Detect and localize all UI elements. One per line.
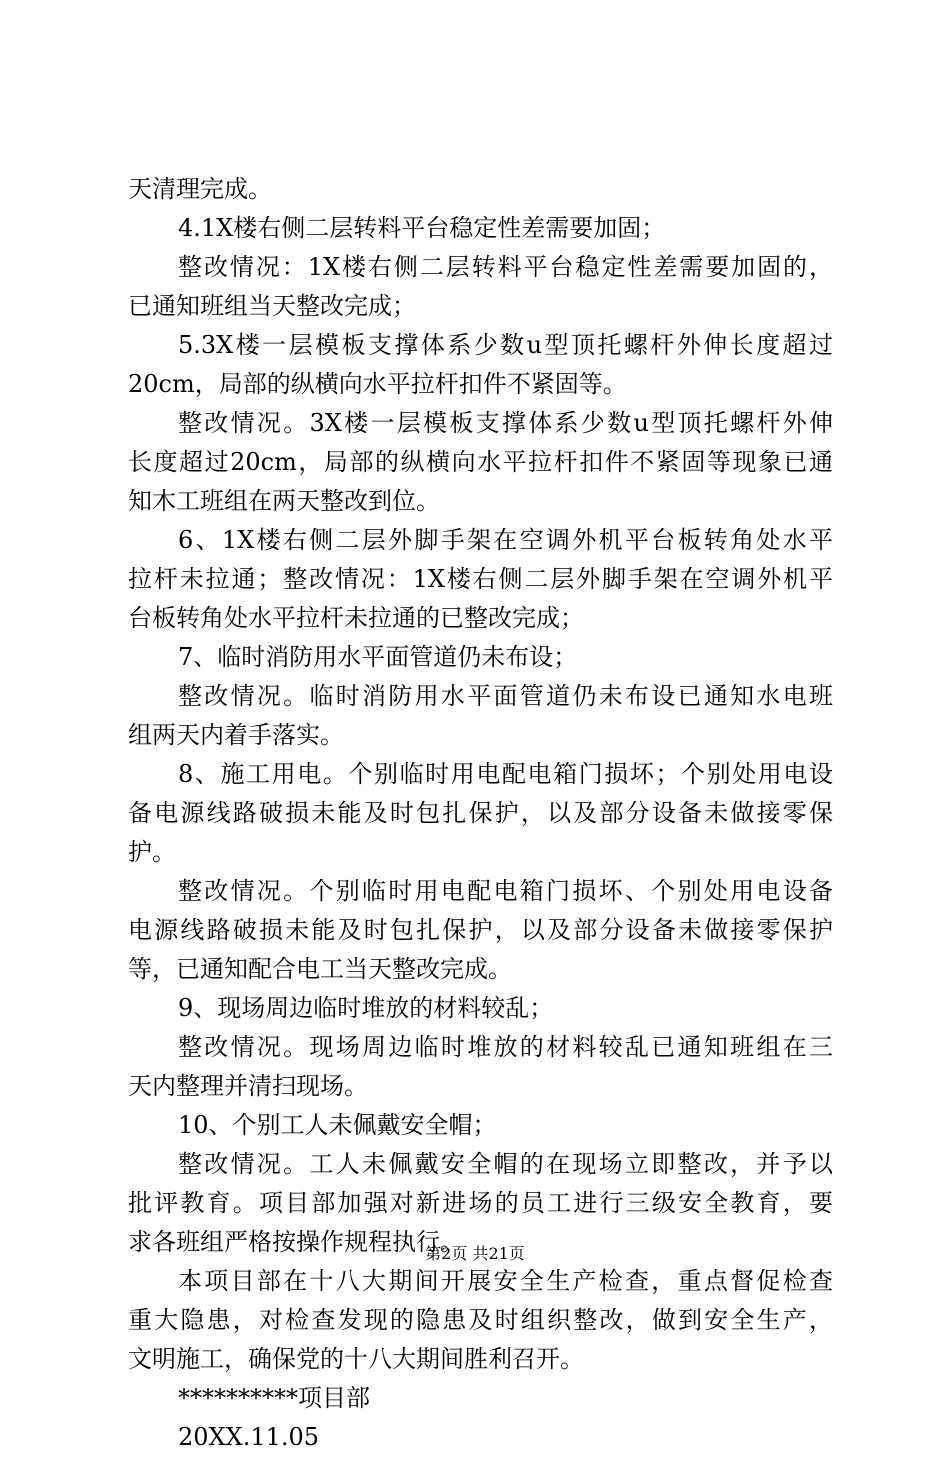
text-line: 重大隐患，对检查发现的隐患及时组织整改，做到安全生产， bbox=[128, 1306, 833, 1334]
text-line: 知木工班组在两天整改到位。 bbox=[128, 487, 440, 515]
text-line: 备电源线路破损未能及时包扎保护，以及部分设备未做接零保 bbox=[128, 799, 833, 827]
text-line: 天清理完成。 bbox=[128, 175, 272, 203]
text-line: 整改情况。个别临时用电配电箱门损坏、个别处用电设备 bbox=[178, 877, 833, 905]
text-line: 拉杆未拉通；整改情况：1X楼右侧二层外脚手架在空调外机平 bbox=[128, 565, 833, 593]
text-line: 整改情况。工人未佩戴安全帽的在现场立即整改，并予以 bbox=[178, 1150, 833, 1178]
text-line: 护。 bbox=[128, 838, 176, 866]
text-line: 7、临时消防用水平面管道仍未布设； bbox=[178, 643, 578, 671]
text-line: 求各班组严格按操作规程执行。 bbox=[128, 1228, 464, 1256]
text-line: 9、现场周边临时堆放的材料较乱； bbox=[178, 994, 554, 1022]
text-line: 电源线路破损未能及时包扎保护，以及部分设备未做接零保护 bbox=[128, 916, 833, 944]
text-line: 本项目部在十八大期间开展安全生产检查，重点督促检查 bbox=[178, 1267, 833, 1295]
text-line: 批评教育。项目部加强对新进场的员工进行三级安全教育，要 bbox=[128, 1189, 833, 1217]
text-line: 整改情况：1X楼右侧二层转料平台稳定性差需要加固的， bbox=[178, 253, 833, 281]
text-line: 文明施工，确保党的十八大期间胜利召开。 bbox=[128, 1345, 584, 1373]
text-line: 整改情况。3X楼一层模板支撑体系少数u型顶托螺杆外伸 bbox=[178, 409, 833, 437]
text-line: 台板转角处水平拉杆未拉通的已整改完成； bbox=[128, 604, 584, 632]
signature-date: 20XX.11.05 bbox=[178, 1423, 320, 1451]
text-line: 20cm，局部的纵横向水平拉杆扣件不紧固等。 bbox=[128, 370, 627, 398]
text-line: 组两天内着手落实。 bbox=[128, 721, 344, 749]
text-line: 5.3X楼一层模板支撑体系少数u型顶托螺杆外伸长度超过 bbox=[178, 331, 833, 359]
text-line: 8、施工用电。个别临时用电配电箱门损坏；个别处用电设 bbox=[178, 760, 833, 788]
signature-org: **********项目部 bbox=[178, 1384, 370, 1412]
text-line: 天内整理并清扫现场。 bbox=[128, 1072, 368, 1100]
text-line: 10、个别工人未佩戴安全帽； bbox=[178, 1111, 497, 1139]
text-line: 整改情况。现场周边临时堆放的材料较乱已通知班组在三 bbox=[178, 1033, 833, 1061]
text-line: 等，已通知配合电工当天整改完成。 bbox=[128, 955, 512, 983]
text-line: 6、1X楼右侧二层外脚手架在空调外机平台板转角处水平 bbox=[178, 526, 833, 554]
text-line: 长度超过20cm，局部的纵横向水平拉杆扣件不紧固等现象已通 bbox=[128, 448, 833, 476]
page-number-footer: 第2页 共21页 bbox=[425, 1244, 525, 1263]
text-line: 整改情况。临时消防用水平面管道仍未布设已通知水电班 bbox=[178, 682, 833, 710]
text-line: 已通知班组当天整改完成； bbox=[128, 292, 416, 320]
paragraph-lines bbox=[128, 170, 833, 1379]
text-line: 4.1X楼右侧二层转料平台稳定性差需要加固； bbox=[178, 214, 666, 242]
